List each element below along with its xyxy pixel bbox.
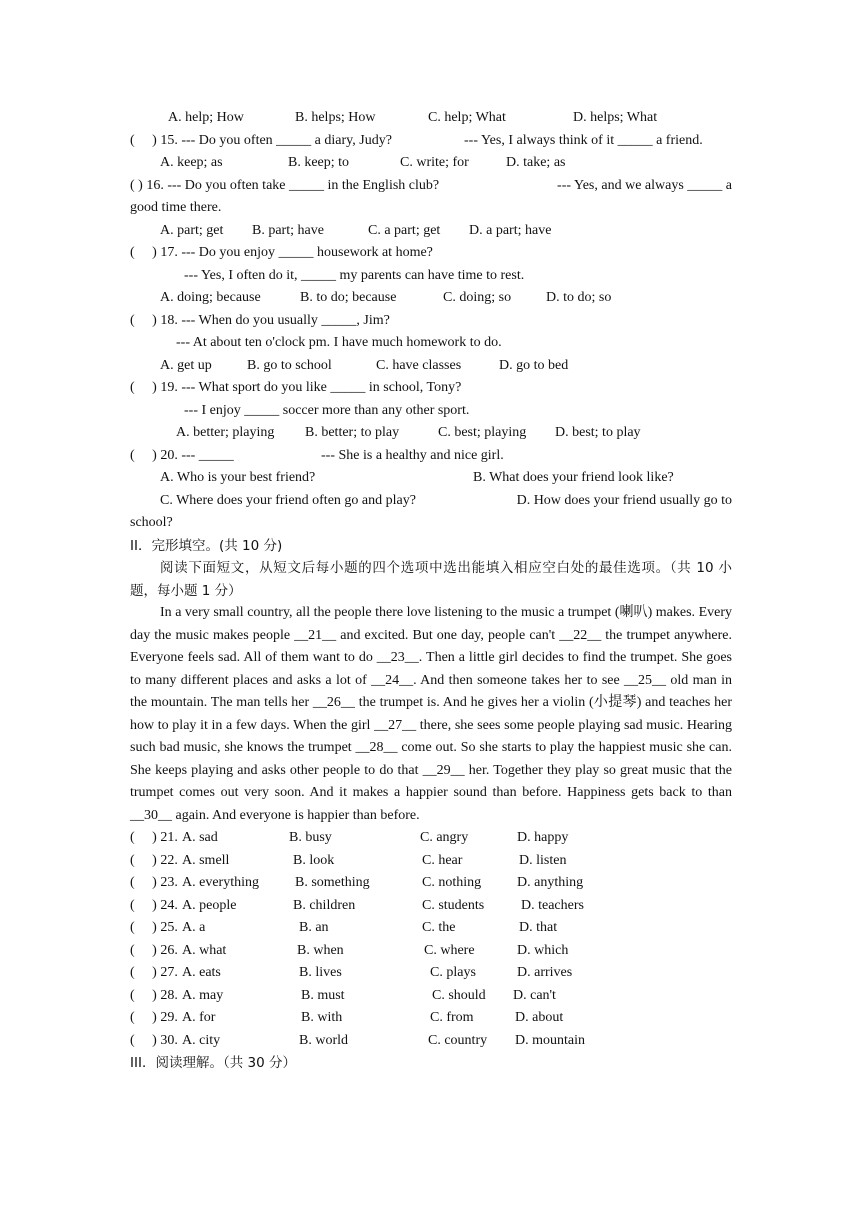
- option-a: A. doing; because: [160, 290, 261, 305]
- cloze-question-row: [130, 917, 732, 940]
- option-c: C. angry: [420, 830, 469, 845]
- option-c: C. nothing: [422, 875, 482, 890]
- q17-options: [130, 287, 732, 310]
- cloze-question-row: [130, 872, 732, 895]
- option-b: B. an: [299, 920, 329, 935]
- exam-page: [130, 107, 732, 1075]
- q20-question: [130, 445, 732, 468]
- option-b: B. part; have: [252, 222, 324, 238]
- answer-text: --- At about ten o'clock pm. I have much homework to do.: [176, 335, 502, 350]
- q18-answer: [130, 332, 732, 355]
- q20-options-tail: [130, 512, 732, 535]
- q18-question: [130, 310, 732, 333]
- q19-question: [130, 377, 732, 400]
- question-number: ( ) 29.: [130, 1010, 178, 1025]
- option-d: D. go to bed: [499, 357, 569, 373]
- option-d: D. best; to play: [555, 425, 641, 440]
- option-b: B. lives: [299, 965, 342, 980]
- q16-options: [130, 220, 732, 243]
- option-b: B. to do; because: [300, 290, 397, 305]
- option-c: C. best; playing: [438, 425, 527, 440]
- option-a: A. sad: [182, 830, 218, 845]
- option-a: A. a: [182, 920, 206, 935]
- option-d-cont: school?: [130, 515, 173, 530]
- cloze-options-list: [130, 827, 732, 1052]
- q15-question: [130, 130, 732, 153]
- question-number: ( ) 21.: [130, 830, 178, 845]
- option-a: A. get up: [160, 357, 212, 373]
- answer-text: --- Yes, I always think of it _____ a friend.: [464, 132, 703, 148]
- option-c: C. the: [422, 920, 456, 935]
- option-b: B. world: [299, 1032, 348, 1048]
- answer-text: --- She is a healthy and nice girl.: [321, 447, 504, 463]
- option-d: D. which: [517, 942, 569, 958]
- cloze-question-row: [130, 940, 732, 963]
- q20-options-cd: [130, 490, 732, 513]
- option-b: B. something: [295, 875, 370, 890]
- option-c: C. where: [424, 942, 475, 958]
- option-d: D. How does your friend usually go to: [516, 492, 732, 508]
- section-title: II．完形填空。(共 10 分): [130, 537, 283, 554]
- option-d: D. anything: [517, 875, 584, 890]
- option-b: B. children: [293, 897, 356, 913]
- q20-options-ab: [130, 467, 732, 490]
- option-b: B. better; to play: [305, 425, 400, 440]
- option-a: A. may: [182, 987, 224, 1003]
- option-c: C. have classes: [376, 357, 462, 373]
- option-a: A. eats: [182, 965, 221, 980]
- q19-options: [130, 422, 732, 445]
- option-d: D. about: [515, 1010, 564, 1025]
- option-c: C. hear: [422, 852, 463, 868]
- option-a: A. city: [182, 1032, 221, 1048]
- cloze-question-row: [130, 827, 732, 850]
- option-c: C. Where does your friend often go and play?: [160, 492, 416, 508]
- section-2-title: [130, 535, 732, 558]
- section-title: III．阅读理解。（共 30 分）: [130, 1055, 296, 1071]
- q19-answer: [130, 400, 732, 423]
- question-number: ( ) 27.: [130, 965, 178, 980]
- option-c: C. plays: [430, 965, 476, 980]
- option-b: B. when: [297, 942, 344, 958]
- q17-question: [130, 242, 732, 265]
- option-c: C. doing; so: [443, 290, 512, 305]
- question-text: ( ) 17. --- Do you enjoy _____ housework at home?: [130, 245, 433, 260]
- q15-options: [130, 152, 732, 175]
- question-text: ( ) 15. --- Do you often _____ a diary, Judy?: [130, 132, 392, 148]
- q17-answer: [130, 265, 732, 288]
- option-d: D. happy: [517, 830, 569, 845]
- option-c: C. from: [430, 1010, 474, 1025]
- option-d: D. take; as: [506, 155, 566, 170]
- question-number: ( ) 30.: [130, 1032, 178, 1048]
- option-c: C. help; What: [428, 110, 506, 125]
- question-number: ( ) 26.: [130, 942, 178, 958]
- option-d: D. to do; so: [546, 290, 612, 305]
- option-a: A. help; How: [168, 110, 244, 125]
- option-b: B. go to school: [247, 357, 332, 373]
- option-b: B. helps; How: [295, 110, 376, 125]
- option-d: D. listen: [519, 852, 567, 868]
- answer-text: --- I enjoy _____ soccer more than any other sport.: [184, 402, 470, 418]
- section-3-title: [130, 1052, 732, 1075]
- cloze-question-row: [130, 985, 732, 1008]
- question-text: ( ) 20. --- _____: [130, 447, 234, 463]
- question-number: ( ) 22.: [130, 852, 178, 868]
- option-a: A. everything: [182, 875, 259, 890]
- question-text: ( ) 19. --- What sport do you like _____ in school, Tony?: [130, 380, 462, 395]
- option-c: C. write; for: [400, 155, 469, 170]
- option-c: C. should: [432, 987, 486, 1003]
- q16-question-cont: [130, 197, 732, 220]
- option-b: B. What does your friend look like?: [473, 470, 674, 485]
- cloze-question-row: [130, 1007, 732, 1030]
- cloze-question-row: [130, 895, 732, 918]
- cloze-question-row: [130, 962, 732, 985]
- option-b: B. look: [293, 852, 335, 868]
- question-number: ( ) 28.: [130, 987, 178, 1003]
- option-c: C. country: [428, 1032, 488, 1048]
- question-number: ( ) 25.: [130, 920, 178, 935]
- option-d: D. helps; What: [573, 110, 658, 125]
- option-a: A. people: [182, 897, 237, 913]
- option-b: B. must: [301, 987, 345, 1003]
- question-text: ( ) 16. --- Do you often take _____ in the English club?: [130, 177, 440, 193]
- answer-text: --- Yes, I often do it, _____ my parents can have time to rest.: [184, 267, 525, 283]
- cloze-question-row: [130, 1030, 732, 1053]
- q16-question: [130, 175, 732, 198]
- q18-options: [130, 355, 732, 378]
- question-number: ( ) 24.: [130, 897, 178, 913]
- option-d: D. a part; have: [469, 222, 552, 238]
- option-d: D. arrives: [517, 965, 573, 980]
- q14-options: [130, 107, 732, 130]
- option-a: A. better; playing: [176, 425, 275, 440]
- question-text-cont: good time there.: [130, 200, 222, 215]
- option-a: A. for: [182, 1010, 216, 1025]
- option-c: C. a part; get: [368, 222, 441, 238]
- option-a: A. Who is your best friend?: [160, 470, 316, 485]
- option-b: B. busy: [289, 830, 332, 845]
- option-d: D. mountain: [515, 1032, 585, 1048]
- cloze-question-row: [130, 850, 732, 873]
- option-d: D. that: [519, 920, 558, 935]
- option-d: D. can't: [513, 987, 556, 1003]
- cloze-passage: In a very small country, all the people there love listening to the music a trumpet (喇叭) makes. Every day the music makes people __21__ and excited. But one day, people can't __22__ the trumpet anywhere. Everyone feels sad. All of them want to do __23__. Then a little girl decides to find the trumpet. She goes to many different places and asks a lot of __24__. And then someone takes her to see __25__ old man in the mountain. The man tells her __26__ the trumpet is. And he gives her a violin (小提琴) and teaches her how to play it in a few days. When the girl __27__ there, she sees some people playing sad music. Hearing such bad music, she knows the trumpet __28__ come out. So she starts to play the happiest music she can. She keeps playing and asks other people to do that __29__ her. Together they play so great music that the trumpet comes out very soon. And it makes a happier sound than before. Happiness gets back to than __30__ again. And everyone is happier than before.: [130, 605, 732, 823]
- option-c: C. students: [422, 897, 485, 913]
- option-a: A. smell: [182, 852, 230, 868]
- option-b: B. keep; to: [288, 155, 350, 170]
- question-text: ( ) 18. --- When do you usually _____, Jim?: [130, 312, 390, 328]
- option-a: A. part; get: [160, 222, 224, 238]
- option-a: A. keep; as: [160, 155, 223, 170]
- section-2-instruction: 阅读下面短文，从短文后每小题的四个选项中选出能填入相应空白处的最佳选项。（共 10 小题，每小题 1 分）: [130, 560, 732, 599]
- question-number: ( ) 23.: [130, 875, 178, 890]
- option-a: A. what: [182, 942, 227, 958]
- option-b: B. with: [301, 1010, 343, 1025]
- answer-text: --- Yes, and we always _____ a: [557, 177, 732, 193]
- option-d: D. teachers: [521, 897, 584, 913]
